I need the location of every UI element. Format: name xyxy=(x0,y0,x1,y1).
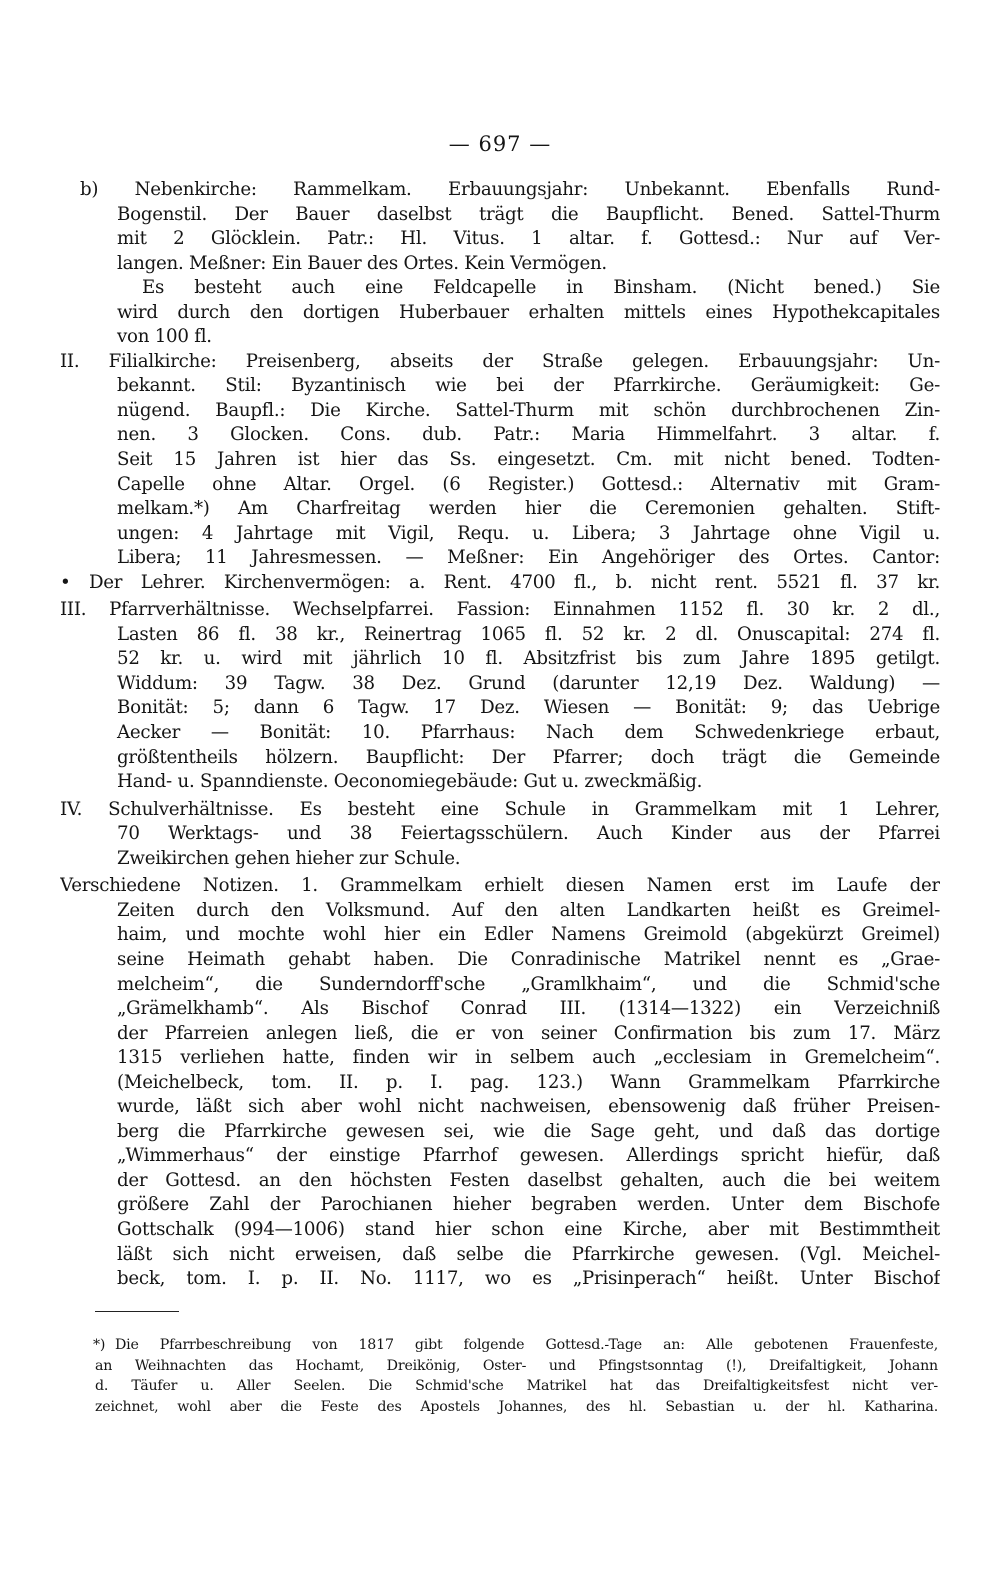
text-line: Aecker — Bonität: 10. Pfarrhaus: Nach dem Schwedenkriege erbaut, xyxy=(117,722,940,744)
text-line: seine Heimath gehabt haben. Die Conradinische Matrikel nennt es „Grae- xyxy=(117,948,940,970)
text-line: der Gottesd. an den höchsten Festen daselbst gehalten, auch die bei weitem xyxy=(117,1169,940,1191)
text-line: der Pfarreien anlegen ließ, die er von seiner Confirmation bis zum 17. März xyxy=(117,1022,940,1044)
text-line: 1315 verliehen hatte, finden wir in selbem auch „ecclesiam in Gremelcheim“. xyxy=(117,1047,940,1069)
text-line: wurde, läßt sich aber wohl nicht nachweisen, ebensowenig daß früher Preisen- xyxy=(117,1096,940,1118)
text-line: größere Zahl der Parochianen hieher begraben werden. Unter dem Bischofe xyxy=(117,1194,940,1216)
text-line: berg die Pfarrkirche gewesen sei, wie die Sage geht, und daß das dortige xyxy=(117,1120,940,1142)
text-line: „Grämelkhamb“. Als Bischof Conrad III. (1314—1322) ein Verzeichniß xyxy=(117,998,940,1020)
text-line: bekannt. Stil: Byzantinisch wie bei der Pfarrkirche. Geräumigkeit: Ge- xyxy=(117,375,940,397)
body-text xyxy=(60,178,940,1292)
text-line: II. Filialkirche: Preisenberg, abseits der Straße gelegen. Erbauungsjahr: Un- xyxy=(60,350,940,372)
text-line: IV. Schulverhältnisse. Es besteht eine Schule in Grammelkam mit 1 Lehrer, xyxy=(60,798,940,820)
text-line: melcheim“, die Sunderndorff'sche „Gramlkhaim“, und die Schmid'sche xyxy=(117,973,940,995)
text-line: mit 2 Glöcklein. Patr.: Hl. Vitus. 1 altar. f. Gottesd.: Nur auf Ver- xyxy=(117,228,940,250)
text-line: Es besteht auch eine Feldcapelle in Binsham. (Nicht bened.) Sie xyxy=(142,277,940,299)
text-line: Widdum: 39 Tagw. 38 Dez. Grund (darunter 12,19 Dez. Waldung) — xyxy=(117,672,940,694)
text-line: Zeiten durch den Volksmund. Auf den alten Landkarten heißt es Greimel- xyxy=(117,899,940,921)
text-line: Zweikirchen gehen hieher zur Schule. xyxy=(117,847,461,869)
text-line: nügend. Baupfl.: Die Kirche. Sattel-Thurm mit schön durchbrochenen Zin- xyxy=(117,399,940,421)
text-line: wird durch den dortigen Huberbauer erhalten mittels eines Hypothekcapitales xyxy=(117,301,940,323)
footnote-marker: *) xyxy=(93,1337,106,1353)
footnotes xyxy=(95,1335,938,1417)
text-line: Gottschalk (994—1006) stand hier schon eine Kirche, aber mit Bestimmtheit xyxy=(117,1218,940,1240)
page-number: — 697 — xyxy=(448,132,552,156)
text-line: 70 Werktags- und 38 Feiertagsschülern. Auch Kinder aus der Pfarrei xyxy=(117,823,940,845)
footnote-separator xyxy=(95,1311,179,1312)
text-line: haim, und mochte wohl hier ein Edler Namens Greimold (abgekürzt Greimel) xyxy=(117,924,940,946)
text-line: größtentheils hölzern. Baupflicht: Der Pfarrer; doch trägt die Gemeinde xyxy=(117,746,940,768)
text-line: melkam.*) Am Charfreitag werden hier die Ceremonien gehalten. Stift- xyxy=(117,498,940,520)
text-line: nen. 3 Glocken. Cons. dub. Patr.: Maria Himmelfahrt. 3 altar. f. xyxy=(117,424,940,446)
footnote-line: zeichnet, wohl aber die Feste des Apostels Johannes, des hl. Sebastian u. der hl. Katharina. xyxy=(95,1398,938,1415)
text-line: langen. Meßner: Ein Bauer des Ortes. Kein Vermögen. xyxy=(117,252,607,274)
text-line: III. Pfarrverhältnisse. Wechselpfarrei. Fassion: Einnahmen 1152 fl. 30 kr. 2 dl., xyxy=(60,599,940,621)
text-line: • Der Lehrer. Kirchenvermögen: a. Rent. 4700 fl., b. nicht rent. 5521 fl. 37 kr. xyxy=(60,571,940,593)
footnote-line: d. Täufer u. Aller Seelen. Die Schmid'sche Matrikel hat das Dreifaltigkeitsfest nicht ver- xyxy=(95,1378,938,1394)
text-line: Seit 15 Jahren ist hier das Ss. eingesetzt. Cm. mit nicht bened. Todten- xyxy=(117,449,940,471)
text-line: ungen: 4 Jahrtage mit Vigil, Requ. u. Libera; 3 Jahrtage ohne Vigil u. xyxy=(117,522,940,544)
text-line: 52 kr. u. wird mit jährlich 10 fl. Absitzfrist bis zum Jahre 1895 getilgt. xyxy=(117,648,940,670)
text-line: Hand- u. Spanndienste. Oeconomiegebäude: Gut u. zweckmäßig. xyxy=(117,771,703,793)
text-line: Verschiedene Notizen. 1. Grammelkam erhielt diesen Namen erst im Laufe der xyxy=(60,875,940,897)
text-line: von 100 fl. xyxy=(117,326,212,348)
text-line: läßt sich nicht erweisen, daß selbe die Pfarrkirche gewesen. (Vgl. Meichel- xyxy=(117,1243,940,1265)
text-line: Bonität: 5; dann 6 Tagw. 17 Dez. Wiesen — Bonität: 9; das Uebrige xyxy=(117,697,940,719)
text-line: Capelle ohne Altar. Orgel. (6 Register.) Gottesd.: Alternativ mit Gram- xyxy=(117,473,940,495)
text-line: Bogenstil. Der Bauer daselbst trägt die Baupflicht. Bened. Sattel-Thurm xyxy=(117,203,940,225)
text-line: b) Nebenkirche: Rammelkam. Erbauungsjahr: Unbekannt. Ebenfalls Rund- xyxy=(80,179,940,200)
text-line: Lasten 86 fl. 38 kr., Reinertrag 1065 fl. 52 kr. 2 dl. Onuscapital: 274 fl. xyxy=(117,623,940,645)
footnote-line: Die Pfarrbeschreibung von 1817 gibt folgende Gottesd.-Tage an: Alle gebotenen Frauenfeste, xyxy=(115,1337,938,1353)
footnote-line: an Weihnachten das Hochamt, Dreikönig, Oster- und Pfingstsonntag (!), Dreifaltigkeit, Johann xyxy=(95,1357,938,1374)
text-line: (Meichelbeck, tom. II. p. I. pag. 123.) Wann Grammelkam Pfarrkirche xyxy=(117,1071,940,1093)
text-line: Libera; 11 Jahresmessen. — Meßner: Ein Angehöriger des Ortes. Cantor: xyxy=(117,547,940,569)
text-line: „Wimmerhaus“ der einstige Pfarrhof gewesen. Allerdings spricht hiefür, daß xyxy=(117,1145,940,1167)
text-line: beck, tom. I. p. II. No. 1117, wo es „Prisinperach“ heißt. Unter Bischof xyxy=(117,1268,940,1290)
